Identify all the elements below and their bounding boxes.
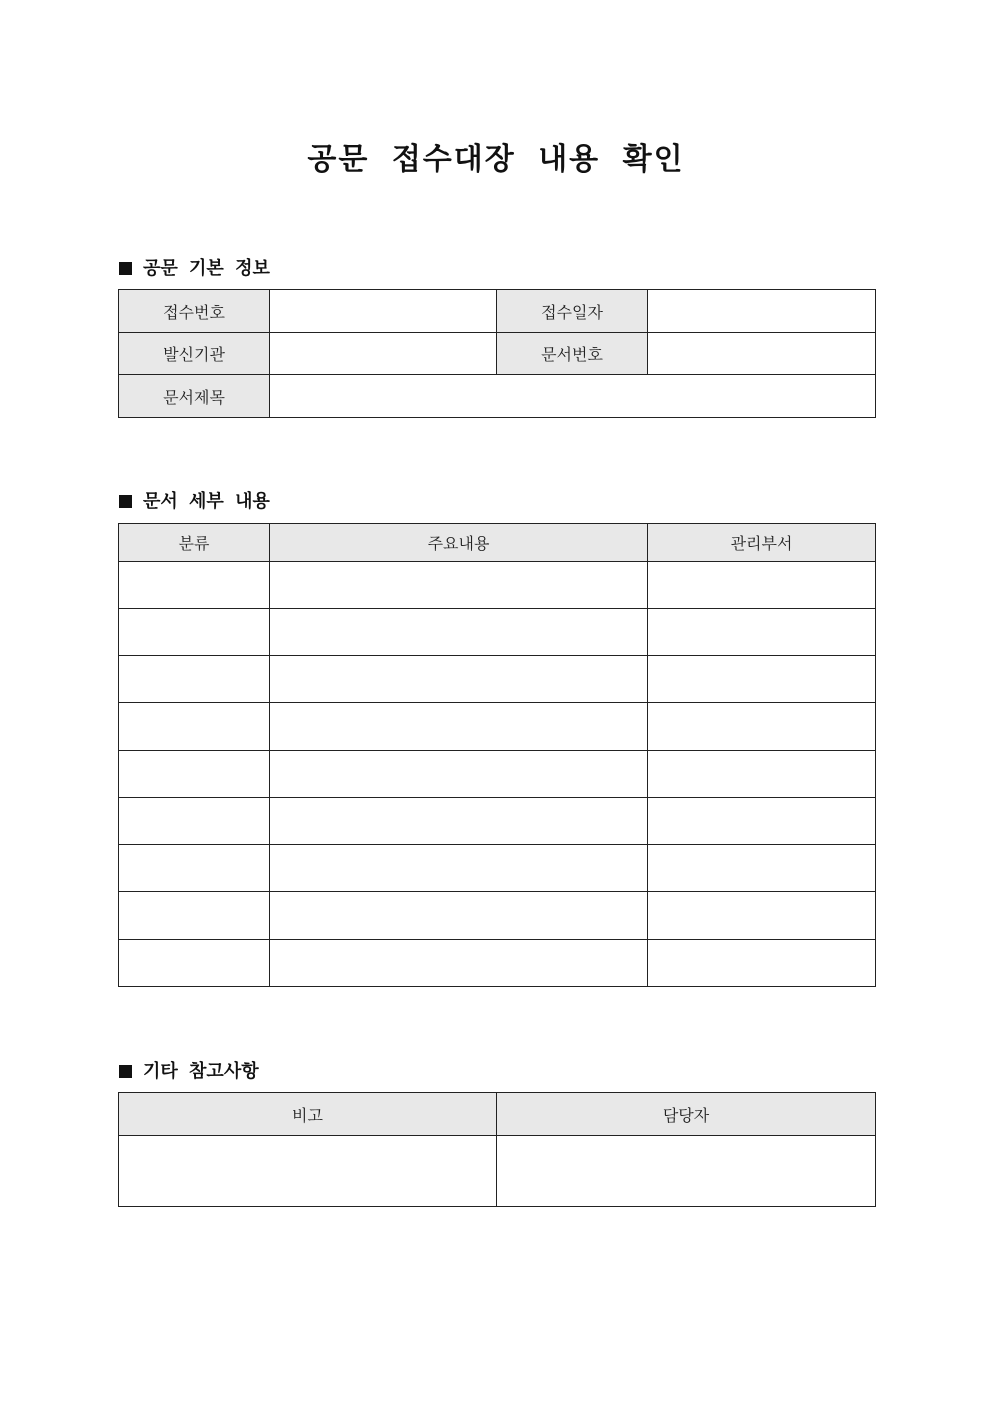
main-content-cell[interactable]: [270, 892, 648, 940]
receipt-number-label: 접수번호: [119, 290, 270, 333]
category-cell[interactable]: [119, 845, 270, 892]
department-cell[interactable]: [648, 703, 876, 751]
table-row: [119, 609, 876, 656]
department-cell[interactable]: [648, 751, 876, 798]
document-number-field[interactable]: [648, 333, 876, 375]
department-cell[interactable]: [648, 845, 876, 892]
column-header-department: 관리부서: [648, 524, 876, 562]
black-square-icon: [119, 262, 132, 275]
details-table: [118, 523, 876, 987]
main-content-cell[interactable]: [270, 751, 648, 798]
category-cell[interactable]: [119, 703, 270, 751]
document-number-label: 문서번호: [497, 333, 648, 375]
department-cell[interactable]: [648, 656, 876, 703]
notes-header-row: [119, 1093, 876, 1136]
sender-agency-label: 발신기관: [119, 333, 270, 375]
department-cell[interactable]: [648, 562, 876, 609]
category-cell[interactable]: [119, 940, 270, 987]
section-heading-notes-label: 기타 참고사항: [143, 1061, 259, 1082]
main-content-cell[interactable]: [270, 940, 648, 987]
table-row: [119, 656, 876, 703]
section-heading-details-label: 문서 세부 내용: [143, 491, 270, 512]
category-cell[interactable]: [119, 892, 270, 940]
document-title-label: 문서제목: [119, 375, 270, 418]
notes-table: [118, 1092, 876, 1207]
receipt-date-label: 접수일자: [497, 290, 648, 333]
table-row: [119, 798, 876, 845]
column-header-main-content: 주요내용: [270, 524, 648, 562]
table-row: [119, 562, 876, 609]
receipt-date-field[interactable]: [648, 290, 876, 333]
table-row: [119, 751, 876, 798]
black-square-icon: [119, 495, 132, 508]
department-cell[interactable]: [648, 940, 876, 987]
section-heading-notes: [119, 1057, 259, 1083]
category-cell[interactable]: [119, 562, 270, 609]
table-row: [119, 1136, 876, 1207]
person-in-charge-cell[interactable]: [497, 1136, 876, 1207]
table-row: [119, 892, 876, 940]
main-content-cell[interactable]: [270, 656, 648, 703]
category-cell[interactable]: [119, 656, 270, 703]
basic-info-table: [118, 289, 876, 418]
main-content-cell[interactable]: [270, 609, 648, 656]
column-header-category: 분류: [119, 524, 270, 562]
table-row: [119, 703, 876, 751]
main-content-cell[interactable]: [270, 798, 648, 845]
category-cell[interactable]: [119, 751, 270, 798]
table-row: [119, 845, 876, 892]
section-heading-basic-label: 공문 기본 정보: [143, 258, 270, 279]
category-cell[interactable]: [119, 609, 270, 656]
main-content-cell[interactable]: [270, 703, 648, 751]
document-title-field[interactable]: [270, 375, 876, 418]
sender-agency-field[interactable]: [270, 333, 497, 375]
table-row: [119, 940, 876, 987]
details-header-row: [119, 524, 876, 562]
page-title: 공문 접수대장 내용 확인: [307, 142, 685, 177]
black-square-icon: [119, 1065, 132, 1078]
department-cell[interactable]: [648, 798, 876, 845]
department-cell[interactable]: [648, 892, 876, 940]
section-heading-basic: [119, 254, 270, 280]
department-cell[interactable]: [648, 609, 876, 656]
main-content-cell[interactable]: [270, 845, 648, 892]
section-heading-details: [119, 487, 270, 513]
remarks-cell[interactable]: [119, 1136, 497, 1207]
main-content-cell[interactable]: [270, 562, 648, 609]
column-header-remarks: 비고: [119, 1093, 497, 1136]
category-cell[interactable]: [119, 798, 270, 845]
receipt-number-field[interactable]: [270, 290, 497, 333]
column-header-person-in-charge: 담당자: [497, 1093, 876, 1136]
